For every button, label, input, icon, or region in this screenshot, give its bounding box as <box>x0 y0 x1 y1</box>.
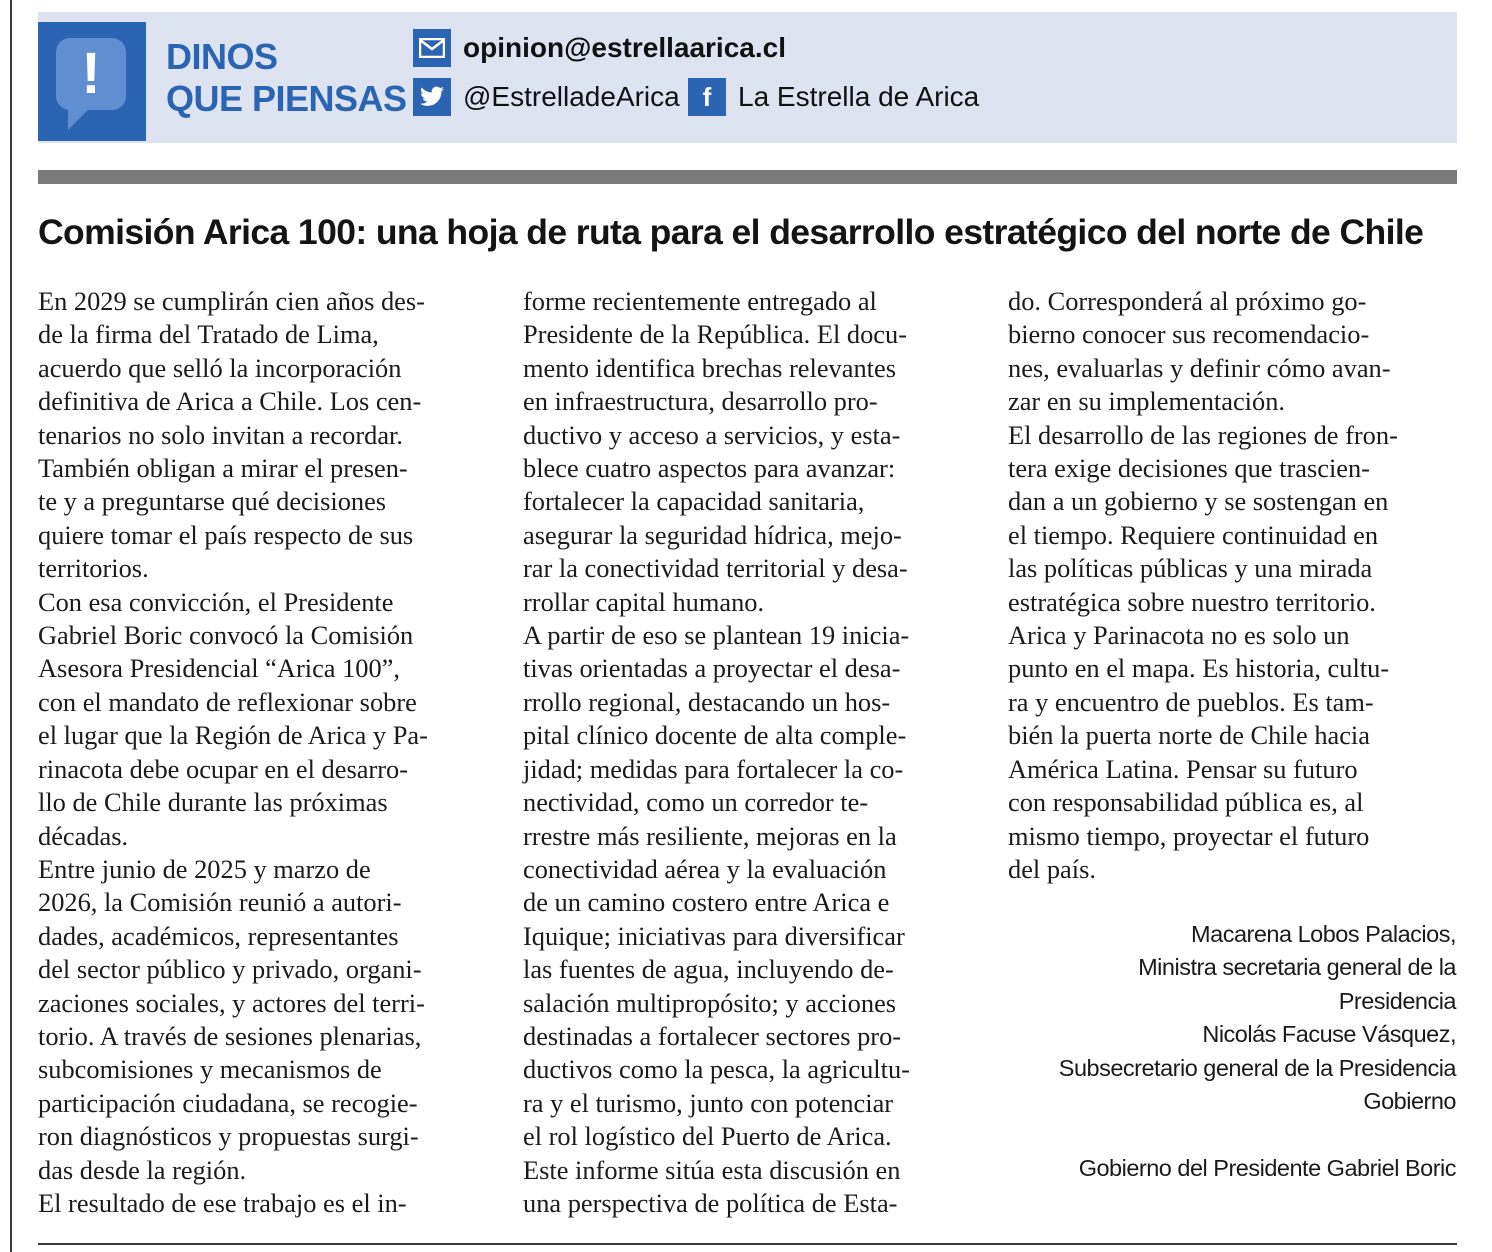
author-2-role: Subsecretario general de la Presidencia <box>1058 1054 1456 1081</box>
author-1-role-continued: Presidencia <box>1338 987 1456 1014</box>
author-1-name: Macarena Lobos Palacios, <box>1191 921 1456 947</box>
banner-title-line1: DINOS <box>166 36 278 77</box>
text-line: rinacota debe ocupar en el desarro- <box>38 753 408 784</box>
text-line: el rol logístico del Puerto de Arica. <box>523 1121 892 1152</box>
text-line: de un camino costero entre Arica e <box>523 887 890 918</box>
text-line: nes, evaluarlas y definir cómo avan- <box>1008 352 1391 383</box>
text-line: del país. <box>1008 853 1096 884</box>
text-line: mento identifica brechas relevantes <box>523 352 896 383</box>
text-line: zaciones sociales, y actores del terri- <box>38 987 425 1018</box>
text-line: blece cuatro aspectos para avanzar: <box>523 453 896 484</box>
text-line: las políticas públicas y una mirada <box>1008 553 1373 584</box>
text-line: ra y encuentro de pueblos. Es tam- <box>1008 686 1374 717</box>
text-line: el lugar que la Región de Arica y Pa- <box>38 720 428 751</box>
text-line: ductivo y acceso a servicios, y esta- <box>523 419 901 450</box>
text-line: ductivos como la pesca, la agricultu- <box>523 1054 910 1085</box>
text-line: bierno conocer sus recomendacio- <box>1008 319 1370 350</box>
text-line: rar la conectividad territorial y desa- <box>523 553 908 584</box>
footer-rule <box>38 1243 1457 1245</box>
facebook-contact[interactable] <box>688 77 979 117</box>
text-line: tenarios no solo invitan a recordar. <box>38 419 403 450</box>
author-2-name: Nicolás Facuse Vásquez, <box>1202 1021 1456 1048</box>
article-signature <box>1000 918 1456 1185</box>
article-column-3 <box>1008 285 1458 886</box>
text-line: asegurar la seguridad hídrica, mejo- <box>523 519 902 550</box>
text-line: conectividad aérea y la evaluación <box>523 853 887 884</box>
text-line: do. Corresponderá al próximo go- <box>1008 286 1367 316</box>
text-line: También obligan a mirar el presen- <box>38 453 408 484</box>
text-line: ron diagnósticos y propuestas surgi- <box>38 1121 419 1152</box>
twitter-bird-icon <box>413 78 451 116</box>
envelope-icon <box>413 29 451 67</box>
text-line: forme recientemente entregado al <box>523 286 877 316</box>
text-line: dan a un gobierno y se sostengan en <box>1008 486 1389 517</box>
facebook-f-icon: f <box>688 78 726 116</box>
text-line: dades, académicos, representantes <box>38 920 399 951</box>
text-line: zar en su implementación. <box>1008 386 1285 417</box>
text-line: una perspectiva de política de Esta- <box>523 1187 898 1218</box>
author-2-role-continued: Gobierno <box>1363 1088 1456 1115</box>
signature-spacer <box>1000 1118 1456 1151</box>
text-line: jidad; medidas para fortalecer la co- <box>523 753 904 784</box>
text-line: quiere tomar el país respecto de sus <box>38 519 414 550</box>
text-line: subcomisiones y mecanismos de <box>38 1054 382 1085</box>
text-line: fortalecer la capacidad sanitaria, <box>523 486 865 517</box>
signature-affiliation: Gobierno del Presidente Gabriel Boric <box>1078 1154 1456 1181</box>
text-line: 2026, la Comisión reunió a autori- <box>38 887 402 918</box>
text-line: tivas orientadas a proyectar el desa- <box>523 653 901 684</box>
text-line: en infraestructura, desarrollo pro- <box>523 386 878 417</box>
page-left-rule <box>10 0 12 1252</box>
text-line: punto en el mapa. Es historia, cultu- <box>1008 653 1390 684</box>
text-line: rrollo regional, destacando un hos- <box>523 686 891 717</box>
section-divider <box>38 170 1457 184</box>
text-line: América Latina. Pensar su futuro <box>1008 753 1358 784</box>
text-line: décadas. <box>38 820 129 851</box>
text-line: Arica y Parinacota no es solo un <box>1008 620 1350 651</box>
text-line: Gabriel Boric convocó la Comisión <box>38 620 414 651</box>
text-line: Este informe sitúa esta discusión en <box>523 1154 901 1185</box>
text-line: Presidente de la República. El docu- <box>523 319 908 350</box>
text-line: A partir de eso se plantean 19 inicia- <box>523 620 910 651</box>
text-line: acuerdo que selló la incorporación <box>38 352 402 383</box>
text-line: tera exige decisiones que trascien- <box>1008 453 1370 484</box>
email-contact[interactable] <box>413 28 786 68</box>
text-line: territorios. <box>38 553 149 584</box>
text-line: torio. A través de sesiones plenarias, <box>38 1020 422 1051</box>
text-line: con el mandato de reflexionar sobre <box>38 686 417 717</box>
text-line: nectividad, como un corredor te- <box>523 787 869 818</box>
text-line: El resultado de ese trabajo es el in- <box>38 1187 407 1218</box>
text-line: con responsabilidad pública es, al <box>1008 787 1364 818</box>
text-line: estratégica sobre nuestro territorio. <box>1008 586 1376 617</box>
text-line: Asesora Presidencial “Arica 100”, <box>38 653 400 684</box>
article-headline: Comisión Arica 100: una hoja de ruta para el desarrollo estratégico del norte de Chile <box>38 212 1424 252</box>
text-line: Con esa convicción, el Presidente <box>38 586 394 617</box>
text-line: las fuentes de agua, incluyendo de- <box>523 954 894 985</box>
text-line: participación ciudadana, se recogie- <box>38 1087 418 1118</box>
text-line: de la firma del Tratado de Lima, <box>38 319 379 350</box>
text-line: definitiva de Arica a Chile. Los cen- <box>38 386 422 417</box>
text-line: destinadas a fortalecer sectores pro- <box>523 1020 902 1051</box>
text-line: El desarrollo de las regiones de fron- <box>1008 419 1398 450</box>
banner-title-line2: QUE PIENSAS <box>166 78 407 119</box>
text-line: te y a preguntarse qué decisiones <box>38 486 387 517</box>
facebook-page[interactable]: La Estrella de Arica <box>738 81 980 112</box>
twitter-contact[interactable] <box>413 77 680 117</box>
author-1-role: Ministra secretaria general de la <box>1138 954 1456 981</box>
text-line: Iquique; iniciativas para diversificar <box>523 920 905 951</box>
text-line: bién la puerta norte de Chile hacia <box>1008 720 1370 751</box>
article-column-2 <box>523 285 983 1220</box>
exclamation-speech-bubble-icon: ! <box>56 38 126 110</box>
article-column-1 <box>38 285 498 1220</box>
email-address[interactable]: opinion@estrellaarica.cl <box>463 32 786 63</box>
text-line: llo de Chile durante las próximas <box>38 787 388 818</box>
banner-title <box>166 36 446 120</box>
text-line: salación multipropósito; y acciones <box>523 987 897 1018</box>
text-line: el tiempo. Requiere continuidad en <box>1008 519 1379 550</box>
text-line: mismo tiempo, proyectar el futuro <box>1008 820 1370 851</box>
text-line: pital clínico docente de alta comple- <box>523 720 907 751</box>
text-line: ra y el turismo, junto con potenciar <box>523 1087 894 1118</box>
text-line: das desde la región. <box>38 1154 247 1185</box>
text-line: En 2029 se cumplirán cien años des- <box>38 286 425 316</box>
alert-box <box>38 22 146 141</box>
text-line: rrollar capital humano. <box>523 586 765 617</box>
text-line: Entre junio de 2025 y marzo de <box>38 853 371 884</box>
twitter-handle[interactable]: @EstrelladeArica <box>463 81 680 112</box>
text-line: del sector público y privado, organi- <box>38 954 422 985</box>
text-line: rrestre más resiliente, mejoras en la <box>523 820 897 851</box>
